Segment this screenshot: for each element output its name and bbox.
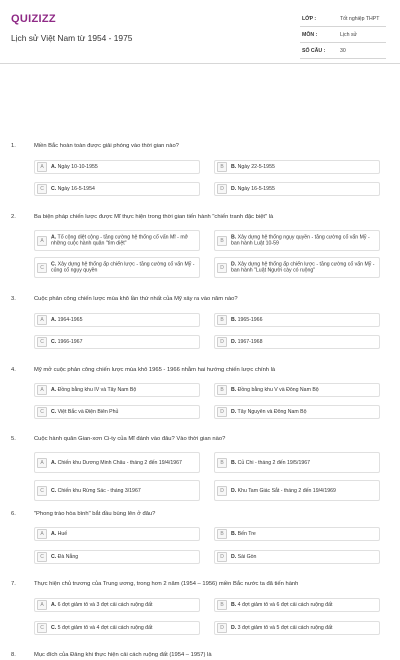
quizizz-logo: QUIZIZZ bbox=[11, 13, 56, 25]
option-text-wrap bbox=[231, 317, 375, 323]
answer-option-b[interactable] bbox=[214, 230, 380, 251]
answer-option-a[interactable] bbox=[34, 160, 200, 174]
option-label: D. bbox=[231, 408, 237, 415]
option-text-wrap bbox=[51, 186, 195, 192]
meta-key: LỚP : bbox=[302, 16, 317, 22]
option-text-wrap bbox=[51, 234, 195, 247]
answer-option-c[interactable] bbox=[34, 257, 200, 278]
option-label: B. bbox=[231, 601, 237, 608]
option-letter-badge: D bbox=[217, 263, 227, 273]
option-text-wrap bbox=[51, 387, 195, 393]
option-text: 5 đợt giảm tô và 4 đợt cải cách ruộng đất bbox=[57, 624, 153, 631]
option-text-wrap bbox=[51, 459, 195, 465]
answer-option-a[interactable] bbox=[34, 230, 200, 251]
option-text-wrap bbox=[231, 459, 375, 465]
option-letter-badge: D bbox=[217, 337, 227, 347]
meta-value: Lịch sử bbox=[340, 32, 358, 38]
option-letter-badge: A bbox=[37, 315, 47, 325]
option-label: C. bbox=[51, 261, 57, 268]
option-text: 3 đợt giảm tô và 5 đợt cải cách ruộng đất bbox=[237, 624, 333, 631]
answer-option-d[interactable] bbox=[214, 480, 380, 501]
question-text: Miền Bắc hoàn toàn được giải phóng vào thời gian nào? bbox=[34, 143, 179, 149]
option-label: D. bbox=[231, 553, 237, 560]
meta-row-question-count bbox=[300, 43, 386, 59]
answer-option-c[interactable] bbox=[34, 405, 200, 419]
option-label: D. bbox=[231, 624, 237, 631]
option-text: Xây dựng hệ thống ấp chiến lược - tăng cường cố vấn Mỹ - củng cố ngụy quyền bbox=[51, 261, 195, 274]
option-text-wrap bbox=[231, 387, 375, 393]
option-text-wrap bbox=[51, 602, 195, 608]
option-text-wrap bbox=[231, 602, 375, 608]
option-letter-badge: D bbox=[217, 552, 227, 562]
meta-table bbox=[300, 11, 386, 59]
option-label: B. bbox=[231, 163, 237, 170]
question-text: "Phong trào hòa bình" bắt đầu bùng lên ở đâu? bbox=[34, 511, 156, 517]
option-text-wrap bbox=[51, 554, 195, 560]
option-text-wrap bbox=[231, 625, 375, 631]
answer-option-d[interactable] bbox=[214, 182, 380, 196]
option-letter-badge: C bbox=[37, 486, 47, 496]
option-text: 6 đợt giảm tô và 3 đợt cải cách ruộng đất bbox=[57, 601, 153, 608]
option-text: 1966-1967 bbox=[57, 338, 83, 345]
option-text: Huế bbox=[57, 530, 68, 537]
answer-option-a[interactable] bbox=[34, 598, 200, 612]
option-label: C. bbox=[51, 487, 57, 494]
answer-option-c[interactable] bbox=[34, 550, 200, 564]
question-number: 4. bbox=[11, 367, 16, 373]
option-text-wrap bbox=[231, 339, 375, 345]
question-number: 1. bbox=[11, 143, 16, 149]
option-text: Sài Gòn bbox=[237, 553, 257, 560]
option-letter-badge: A bbox=[37, 385, 47, 395]
answer-option-b[interactable] bbox=[214, 598, 380, 612]
option-text: 1967-1968 bbox=[237, 338, 263, 345]
answer-option-b[interactable] bbox=[214, 383, 380, 397]
option-label: B. bbox=[231, 530, 237, 537]
option-letter-badge: C bbox=[37, 263, 47, 273]
option-text-wrap bbox=[51, 339, 195, 345]
option-text: Đà Nẵng bbox=[57, 553, 79, 560]
option-letter-badge: B bbox=[217, 458, 227, 468]
option-label: D. bbox=[231, 338, 237, 345]
option-text: Chiến khu Dương Minh Châu - tháng 2 đến 19/4/1967 bbox=[57, 459, 182, 466]
option-text-wrap bbox=[51, 164, 195, 170]
answer-option-d[interactable] bbox=[214, 405, 380, 419]
option-text: Ngày 22-5-1955 bbox=[237, 163, 275, 170]
question-number: 5. bbox=[11, 436, 16, 442]
option-letter-badge: A bbox=[37, 458, 47, 468]
meta-row-subject bbox=[300, 27, 386, 43]
option-text-wrap bbox=[231, 409, 375, 415]
answer-option-b[interactable] bbox=[214, 452, 380, 473]
option-letter-badge: B bbox=[217, 529, 227, 539]
option-label: A. bbox=[51, 530, 57, 537]
question-text: Cuộc phản công chiến lược mùa khô lần thứ nhất của Mỹ xảy ra vào năm nào? bbox=[34, 296, 238, 302]
worksheet-header bbox=[0, 0, 400, 64]
answer-option-c[interactable] bbox=[34, 621, 200, 635]
option-text-wrap bbox=[51, 317, 195, 323]
option-text: Chiến khu Rừng Sác - tháng 3/1967 bbox=[57, 487, 141, 494]
option-letter-badge: C bbox=[37, 337, 47, 347]
option-letter-badge: B bbox=[217, 236, 227, 246]
option-text-wrap bbox=[231, 164, 375, 170]
answer-option-d[interactable] bbox=[214, 257, 380, 278]
option-text: Củ Chi - tháng 2 đến 19/5/1967 bbox=[237, 459, 311, 466]
option-letter-badge: A bbox=[37, 600, 47, 610]
option-text: Ngày 16-5-1955 bbox=[237, 185, 275, 192]
answer-option-a[interactable] bbox=[34, 313, 200, 327]
option-letter-badge: A bbox=[37, 162, 47, 172]
option-label: B. bbox=[231, 459, 237, 466]
option-letter-badge: D bbox=[217, 486, 227, 496]
answer-option-c[interactable] bbox=[34, 480, 200, 501]
option-label: C. bbox=[51, 553, 57, 560]
option-text: Xây dựng hệ thống ngụy quyền - tăng cường cố vấn Mỹ - ban hành Luật 10-59 bbox=[231, 234, 370, 247]
option-text-wrap bbox=[231, 531, 375, 537]
option-label: B. bbox=[231, 386, 237, 393]
option-text: Đồng bằng khu V và Đông Nam Bộ bbox=[237, 386, 319, 393]
answer-option-c[interactable] bbox=[34, 335, 200, 349]
option-letter-badge: A bbox=[37, 236, 47, 246]
question-number: 2. bbox=[11, 214, 16, 220]
worksheet-title: Lịch sử Việt Nam từ 1954 - 1975 bbox=[11, 33, 133, 43]
option-letter-badge: B bbox=[217, 315, 227, 325]
meta-value: 30 bbox=[340, 48, 346, 54]
question-number: 3. bbox=[11, 296, 16, 302]
option-text: 1965-1966 bbox=[237, 316, 263, 323]
meta-key: SỐ CÂU : bbox=[302, 48, 326, 54]
answer-option-d[interactable] bbox=[214, 621, 380, 635]
option-text-wrap bbox=[231, 554, 375, 560]
meta-row-class bbox=[300, 11, 386, 27]
option-label: C. bbox=[51, 338, 57, 345]
option-label: A. bbox=[51, 163, 57, 170]
option-letter-badge: D bbox=[217, 184, 227, 194]
option-text-wrap bbox=[231, 234, 375, 247]
question-text: Thực hiện chủ trương của Trung ương, trong hơn 2 năm (1954 – 1956) miền Bắc nước ta đã tiến hành bbox=[34, 581, 299, 587]
question-number: 8. bbox=[11, 652, 16, 658]
option-text: Khu Tam Giác Sắt - tháng 2 đến 19/4/1969 bbox=[237, 487, 336, 494]
option-text-wrap bbox=[51, 531, 195, 537]
option-label: B. bbox=[231, 234, 237, 241]
option-label: A. bbox=[51, 386, 57, 393]
option-letter-badge: B bbox=[217, 385, 227, 395]
option-text-wrap bbox=[51, 625, 195, 631]
answer-option-d[interactable] bbox=[214, 550, 380, 564]
option-label: C. bbox=[51, 624, 57, 631]
option-text: Bến Tre bbox=[237, 530, 256, 537]
option-label: C. bbox=[51, 408, 57, 415]
option-text: 4 đợt giảm tô và 6 đợt cải cách ruộng đất bbox=[237, 601, 333, 608]
option-letter-badge: B bbox=[217, 600, 227, 610]
option-letter-badge: D bbox=[217, 623, 227, 633]
question-text: Mỹ mở cuộc phản công chiến lược mùa khô 1965 - 1966 nhằm hai hướng chiến lược chính là bbox=[34, 367, 276, 373]
option-letter-badge: C bbox=[37, 552, 47, 562]
meta-value: Tốt nghiệp THPT bbox=[340, 16, 380, 22]
option-text-wrap bbox=[231, 186, 375, 192]
answer-option-d[interactable] bbox=[214, 335, 380, 349]
option-text: Đồng bằng khu IV và Tây Nam Bộ bbox=[57, 386, 137, 393]
meta-key: MÔN : bbox=[302, 32, 318, 38]
option-text: Việt Bắc và Điện Biên Phủ bbox=[57, 408, 119, 415]
option-label: A. bbox=[51, 316, 57, 323]
option-text: Ngày 10-10-1955 bbox=[57, 163, 98, 170]
answer-option-a[interactable] bbox=[34, 527, 200, 541]
question-text: Cuộc hành quân Gian-xơn Ci-ty của Mĩ đánh vào đâu? Vào thời gian nào? bbox=[34, 436, 226, 442]
option-letter-badge: C bbox=[37, 184, 47, 194]
option-text-wrap bbox=[231, 487, 375, 493]
option-label: B. bbox=[231, 316, 237, 323]
answer-option-b[interactable] bbox=[214, 160, 380, 174]
option-label: C. bbox=[51, 185, 57, 192]
option-text-wrap bbox=[51, 409, 195, 415]
option-label: D. bbox=[231, 487, 237, 494]
answer-option-b[interactable] bbox=[214, 527, 380, 541]
option-text: Tố cộng diệt cộng - tăng cường hệ thống cố vấn Mĩ - mở những cuộc hành quân "tìm diệt" bbox=[51, 234, 189, 247]
answer-option-a[interactable] bbox=[34, 383, 200, 397]
option-text-wrap bbox=[51, 487, 195, 493]
option-label: A. bbox=[51, 601, 57, 608]
option-text-wrap bbox=[51, 261, 195, 274]
option-label: D. bbox=[231, 185, 237, 192]
answer-option-a[interactable] bbox=[34, 452, 200, 473]
option-letter-badge: C bbox=[37, 407, 47, 417]
answer-option-c[interactable] bbox=[34, 182, 200, 196]
question-text: Mục đích của Đảng khi thực hiện cải cách ruộng đất (1954 – 1957) là bbox=[34, 652, 212, 658]
option-text: Xây dựng hệ thống ấp chiến lược - tăng cường cố vấn Mỹ - ban hành "Luật Người cày có ruộng" bbox=[231, 261, 375, 274]
question-text: Ba biện pháp chiến lược được Mĩ thực hiện trong thời gian tiến hành "chiến tranh đặc biệt" là bbox=[34, 214, 274, 220]
option-label: A. bbox=[51, 459, 57, 466]
option-text-wrap bbox=[231, 261, 375, 274]
option-letter-badge: A bbox=[37, 529, 47, 539]
option-label: D. bbox=[231, 261, 237, 268]
option-letter-badge: C bbox=[37, 623, 47, 633]
question-number: 6. bbox=[11, 511, 16, 517]
option-label: A. bbox=[51, 234, 57, 241]
option-text: Tây Nguyên và Đông Nam Bộ bbox=[237, 408, 307, 415]
answer-option-b[interactable] bbox=[214, 313, 380, 327]
option-text: 1964-1965 bbox=[57, 316, 83, 323]
question-number: 7. bbox=[11, 581, 16, 587]
option-letter-badge: B bbox=[217, 162, 227, 172]
option-text: Ngày 16-5-1954 bbox=[57, 185, 95, 192]
option-letter-badge: D bbox=[217, 407, 227, 417]
